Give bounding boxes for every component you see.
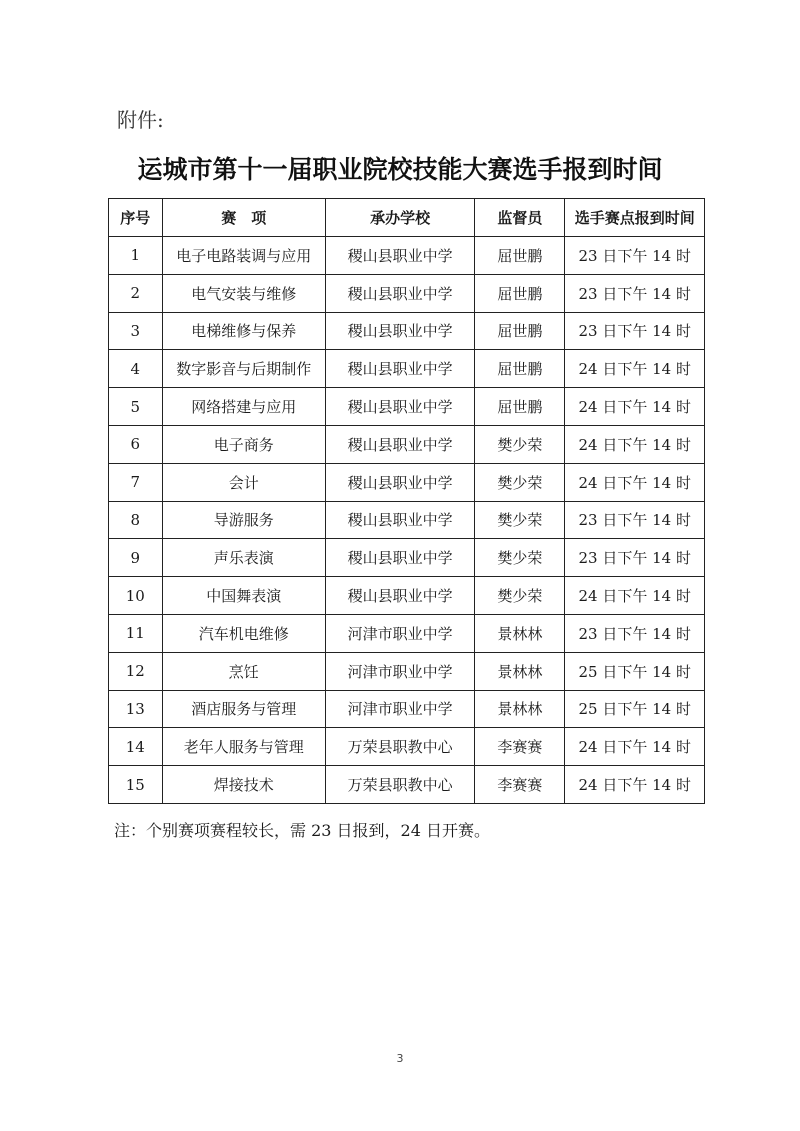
cell-event: 数字影音与后期制作	[162, 350, 325, 388]
cell-registration-time: 24 日下午 14 时	[565, 425, 705, 463]
cell-registration-time: 24 日下午 14 时	[565, 766, 705, 804]
table-row	[109, 501, 705, 539]
cell-number: 10	[109, 577, 163, 615]
cell-supervisor: 李赛赛	[475, 766, 565, 804]
cell-supervisor: 樊少荣	[475, 577, 565, 615]
cell-supervisor: 景林林	[475, 614, 565, 652]
page-number: 3	[396, 1052, 404, 1065]
cell-supervisor: 屈世鹏	[475, 274, 565, 312]
table-row	[109, 425, 705, 463]
cell-host-school: 万荣县职教中心	[325, 728, 474, 766]
cell-number: 7	[109, 463, 163, 501]
cell-host-school: 稷山县职业中学	[325, 501, 474, 539]
cell-event: 焊接技术	[162, 766, 325, 804]
cell-number: 15	[109, 766, 163, 804]
cell-supervisor: 屈世鹏	[475, 350, 565, 388]
cell-supervisor: 樊少荣	[475, 425, 565, 463]
cell-supervisor: 樊少荣	[475, 501, 565, 539]
registration-schedule-table	[108, 198, 705, 804]
cell-number: 12	[109, 652, 163, 690]
document-title: 运城市第十一届职业院校技能大赛选手报到时间	[137, 155, 663, 184]
cell-event: 声乐表演	[162, 539, 325, 577]
attachment-label: 附件:	[117, 108, 164, 132]
table-row	[109, 614, 705, 652]
cell-event: 电子电路装调与应用	[162, 237, 325, 275]
cell-event: 电子商务	[162, 425, 325, 463]
table-row	[109, 577, 705, 615]
cell-supervisor: 樊少荣	[475, 539, 565, 577]
cell-number: 6	[109, 425, 163, 463]
cell-registration-time: 24 日下午 14 时	[565, 350, 705, 388]
cell-registration-time: 23 日下午 14 时	[565, 501, 705, 539]
cell-registration-time: 23 日下午 14 时	[565, 312, 705, 350]
cell-host-school: 稷山县职业中学	[325, 237, 474, 275]
header-number: 序号	[109, 199, 163, 237]
cell-registration-time: 23 日下午 14 时	[565, 274, 705, 312]
table-header-row	[109, 199, 705, 237]
cell-host-school: 稷山县职业中学	[325, 274, 474, 312]
cell-number: 11	[109, 614, 163, 652]
cell-event: 酒店服务与管理	[162, 690, 325, 728]
table-row	[109, 539, 705, 577]
cell-registration-time: 25 日下午 14 时	[565, 690, 705, 728]
header-host-school: 承办学校	[325, 199, 474, 237]
cell-registration-time: 25 日下午 14 时	[565, 652, 705, 690]
cell-host-school: 稷山县职业中学	[325, 539, 474, 577]
cell-event: 导游服务	[162, 501, 325, 539]
cell-host-school: 稷山县职业中学	[325, 388, 474, 426]
cell-host-school: 稷山县职业中学	[325, 312, 474, 350]
cell-number: 3	[109, 312, 163, 350]
cell-number: 2	[109, 274, 163, 312]
cell-registration-time: 24 日下午 14 时	[565, 728, 705, 766]
cell-host-school: 万荣县职教中心	[325, 766, 474, 804]
table-row	[109, 312, 705, 350]
table-row	[109, 728, 705, 766]
cell-event: 烹饪	[162, 652, 325, 690]
header-event: 赛 项	[162, 199, 325, 237]
cell-event: 老年人服务与管理	[162, 728, 325, 766]
header-registration-time: 选手赛点报到时间	[565, 199, 705, 237]
table-row	[109, 690, 705, 728]
cell-supervisor: 屈世鹏	[475, 388, 565, 426]
cell-event: 会计	[162, 463, 325, 501]
cell-host-school: 河津市职业中学	[325, 614, 474, 652]
cell-registration-time: 23 日下午 14 时	[565, 539, 705, 577]
cell-registration-time: 24 日下午 14 时	[565, 388, 705, 426]
cell-number: 8	[109, 501, 163, 539]
table-row	[109, 237, 705, 275]
cell-registration-time: 23 日下午 14 时	[565, 614, 705, 652]
cell-supervisor: 景林林	[475, 690, 565, 728]
cell-supervisor: 樊少荣	[475, 463, 565, 501]
cell-supervisor: 李赛赛	[475, 728, 565, 766]
cell-host-school: 河津市职业中学	[325, 652, 474, 690]
cell-host-school: 稷山县职业中学	[325, 425, 474, 463]
table-row	[109, 274, 705, 312]
cell-registration-time: 24 日下午 14 时	[565, 577, 705, 615]
table-row	[109, 766, 705, 804]
cell-event: 网络搭建与应用	[162, 388, 325, 426]
cell-event: 电梯维修与保养	[162, 312, 325, 350]
cell-host-school: 稷山县职业中学	[325, 577, 474, 615]
cell-event: 电气安装与维修	[162, 274, 325, 312]
cell-number: 1	[109, 237, 163, 275]
cell-event: 中国舞表演	[162, 577, 325, 615]
cell-supervisor: 景林林	[475, 652, 565, 690]
table-row	[109, 350, 705, 388]
cell-number: 9	[109, 539, 163, 577]
cell-supervisor: 屈世鹏	[475, 237, 565, 275]
cell-registration-time: 24 日下午 14 时	[565, 463, 705, 501]
table-row	[109, 652, 705, 690]
cell-supervisor: 屈世鹏	[475, 312, 565, 350]
table-row	[109, 388, 705, 426]
cell-number: 4	[109, 350, 163, 388]
cell-number: 13	[109, 690, 163, 728]
cell-host-school: 稷山县职业中学	[325, 350, 474, 388]
cell-number: 14	[109, 728, 163, 766]
footnote: 注：个别赛项赛程较长，需 23 日报到，24 日开赛。	[114, 821, 490, 840]
cell-host-school: 河津市职业中学	[325, 690, 474, 728]
cell-number: 5	[109, 388, 163, 426]
header-supervisor: 监督员	[475, 199, 565, 237]
cell-registration-time: 23 日下午 14 时	[565, 237, 705, 275]
cell-host-school: 稷山县职业中学	[325, 463, 474, 501]
cell-event: 汽车机电维修	[162, 614, 325, 652]
table-row	[109, 463, 705, 501]
